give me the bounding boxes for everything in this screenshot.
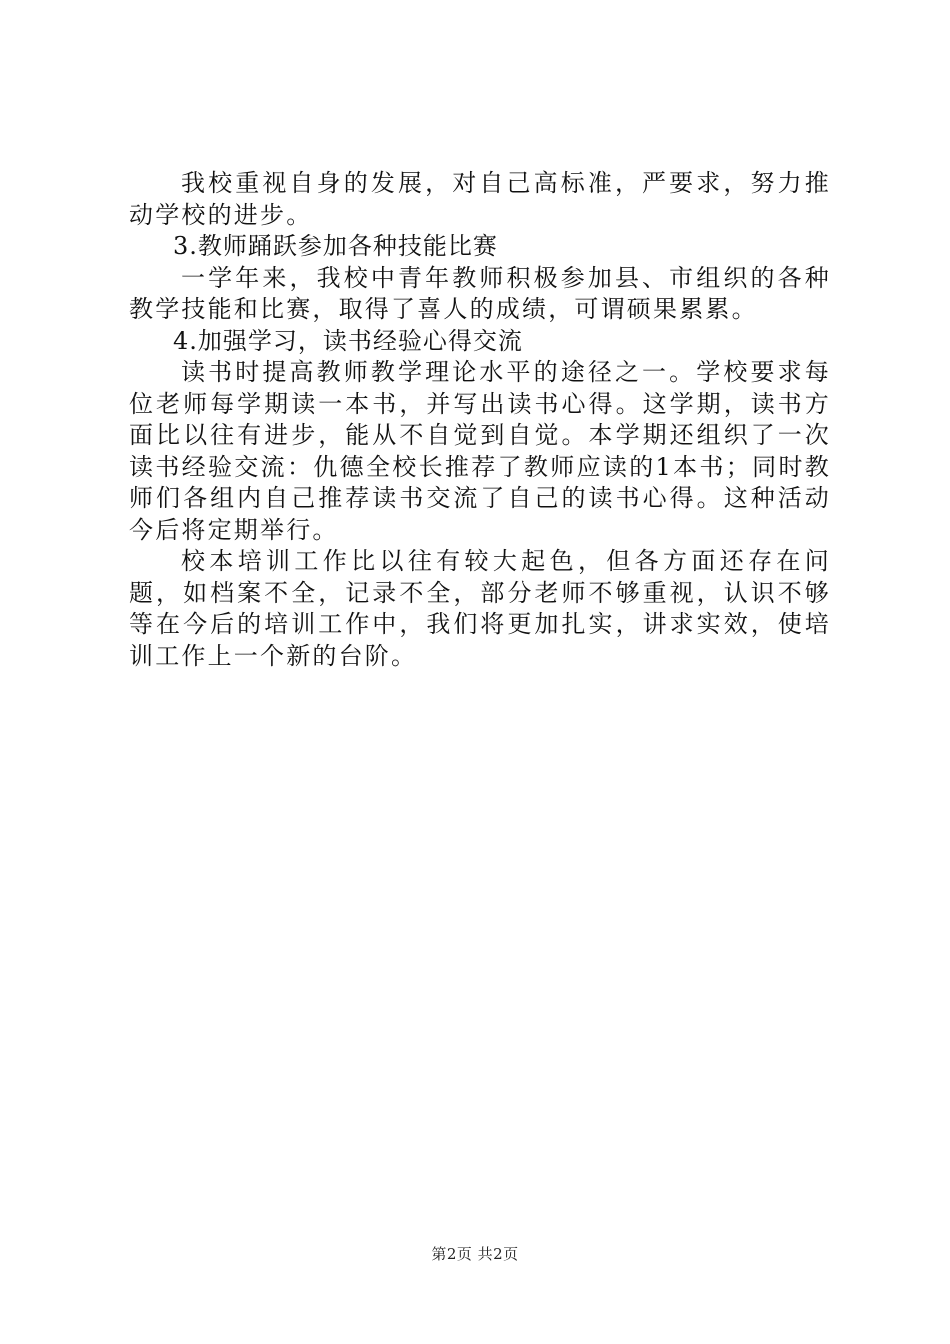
paragraph-competition-results: 一学年来，我校中青年教师积极参加县、市组织的各种教学技能和比赛，取得了喜人的成绩，可谓硕果累累。 [129, 263, 831, 323]
document-body [129, 168, 831, 672]
page-number-footer: 第2页 共2页 [431, 1245, 519, 1263]
section-heading-reading-exchange: 4.加强学习，读书经验心得交流 [173, 326, 523, 355]
paragraph-reading-activities: 读书时提高教师教学理论水平的途径之一。学校要求每位老师每学期读一本书，并写出读书心得。这学期，读书方面比以往有进步，能从不自觉到自觉。本学期还组织了一次读书经验交流：仇德全校长推荐了教师应读的1本书；同时教师们各组内自己推荐读书交流了自己的读书心得。这种活动今后将定期举行。 [129, 358, 831, 544]
paragraph-self-development: 我校重视自身的发展，对自己高标准，严要求，努力推动学校的进步。 [129, 169, 831, 229]
section-heading-skills-competition: 3.教师踊跃参加各种技能比赛 [173, 232, 498, 260]
paragraph-training-summary: 校本培训工作比以往有较大起色，但各方面还存在问题，如档案不全，记录不全，部分老师不够重视，认识不够等在今后的培训工作中，我们将更加扎实，讲求实效，使培训工作上一个新的台阶。 [129, 547, 831, 670]
